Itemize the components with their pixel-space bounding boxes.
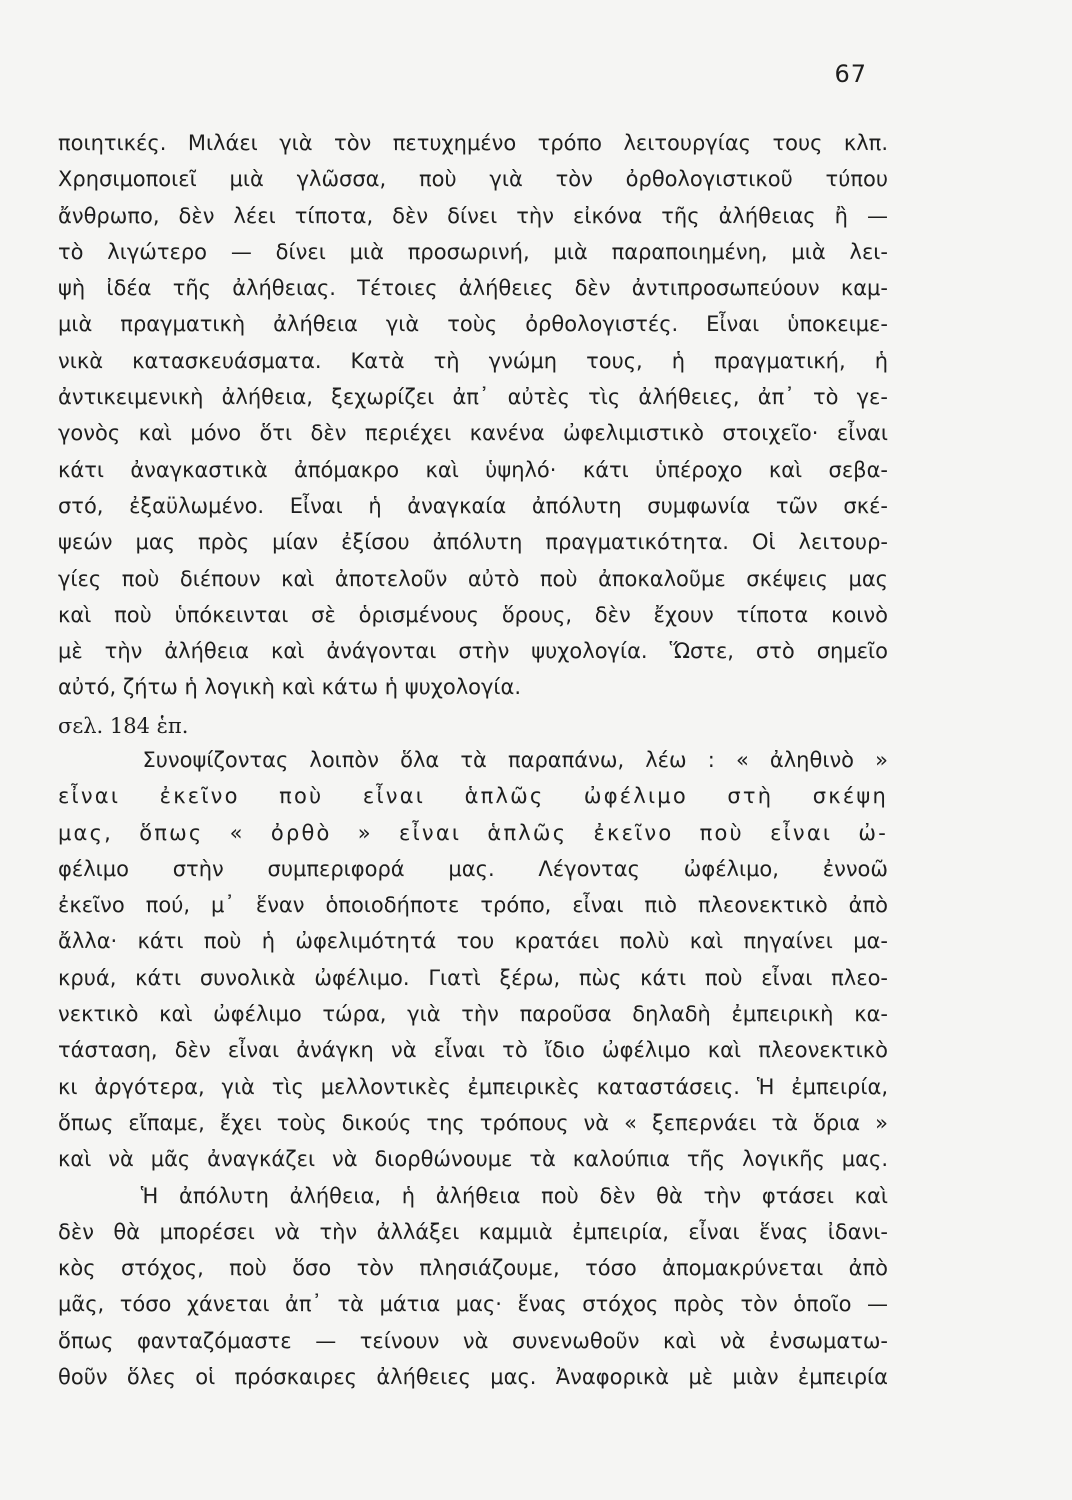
text-line: ποιητικές. Μιλάει γιὰ τὸν πετυχημένο τρόπο λειτουργίας τους κλπ. [58, 131, 888, 155]
text-line: στό, ἐξαϋλωμένο. Εἶναι ἡ ἀναγκαία ἀπόλυτη συμφωνία τῶν σκέ- [58, 493, 888, 518]
text-line: ὅπως φανταζόμαστε — τείνουν νὰ συνενωθοῦν καὶ νὰ ἐνσωματω- [58, 1328, 888, 1353]
text-line: γίες ποὺ διέπουν καὶ ἀποτελοῦν αὐτὸ ποὺ ἀποκαλοῦμε σκέψεις μας [58, 566, 888, 591]
text-line: ἀντικειμενικὴ ἀλήθεια, ξεχωρίζει ἀπ᾽ αὐτὲς τὶς ἀλήθειες, ἀπ᾽ τὸ γε- [58, 385, 888, 410]
text-line: ἄλλα· κάτι ποὺ ἡ ὠφελιμότητά του κρατάει πολὺ καὶ πηγαίνει μα- [58, 929, 888, 954]
text-line: δὲν θὰ μπορέσει νὰ τὴν ἀλλάξει καμμιὰ ἐμπειρία, εἶναι ἕνας ἰδανι- [58, 1219, 888, 1244]
text-line: κάτι ἀναγκαστικὰ ἀπόμακρο καὶ ὑψηλό· κάτι ὑπέροχο καὶ σεβα- [58, 457, 888, 482]
text-line: κρυά, κάτι συνολικὰ ὠφέλιμο. Γιατὶ ξέρω, πὼς κάτι ποὺ εἶναι πλεο- [58, 965, 888, 990]
text-line: νεκτικὸ καὶ ὠφέλιμο τώρα, γιὰ τὴν παροῦσα δηλαδὴ ἐμπειρικὴ κα- [58, 1002, 888, 1027]
text-line: ψεών μας πρὸς μίαν ἐξίσου ἀπόλυτη πραγματικότητα. Οἱ λειτουρ- [58, 530, 888, 555]
page-reference: σελ. 184 ἑπ. [58, 714, 189, 738]
text-line: κι ἀργότερα, γιὰ τὶς μελλοντικὲς ἐμπειρικὲς καταστάσεις. Ἡ ἐμπειρία, [58, 1074, 888, 1099]
text-line: κὸς στόχος, ποὺ ὅσο τὸν πλησιάζουμε, τόσο ἀπομακρύνεται ἀπὸ [58, 1256, 888, 1281]
text-line: μιὰ πραγματικὴ ἀλήθεια γιὰ τοὺς ὀρθολογιστές. Εἶναι ὑποκειμε- [58, 312, 888, 337]
text-line: τάσταση, δὲν εἶναι ἀνάγκη νὰ εἶναι τὸ ἴδιο ὠφέλιμο καὶ πλεονεκτικὸ [58, 1038, 888, 1063]
text-line: φέλιμο στὴν συμπεριφορά μας. Λέγοντας ὠφέλιμο, ἐννοῶ [58, 856, 888, 881]
text-line: τὸ λιγώτερο — δίνει μιὰ προσωρινή, μιὰ παραποιημένη, μιὰ λει- [58, 239, 888, 264]
text-line: καὶ νὰ μᾶς ἀναγκάζει νὰ διορθώνουμε τὰ καλούπια τῆς λογικῆς μας. [58, 1147, 888, 1172]
paragraph-main [58, 742, 888, 1395]
text-line: ὅπως εἴπαμε, ἔχει τοὺς δικούς της τρόπους νὰ « ξεπερνάει τὰ ὅρια » [58, 1110, 888, 1135]
text-line: ἐκεῖνο πού, μ᾽ ἕναν ὁποιοδήποτε τρόπο, εἶναι πιὸ πλεονεκτικὸ ἀπὸ [58, 893, 888, 918]
text-line: εἶναι ἐκεῖνο ποὺ εἶναι ἁπλῶς ὠφέλιμο στὴ σκέψη [58, 784, 888, 809]
text-line: αὐτό, ζήτω ἡ λογικὴ καὶ κάτω ἡ ψυχολογία. [58, 675, 522, 700]
text-line: μᾶς, τόσο χάνεται ἀπ᾽ τὰ μάτια μας· ἕνας στόχος πρὸς τὸν ὁποῖο — [58, 1292, 888, 1317]
text-line: Χρησιμοποιεῖ μιὰ γλῶσσα, ποὺ γιὰ τὸν ὀρθολογιστικοῦ τύπου [58, 167, 888, 192]
text-line: Ἡ ἀπόλυτη ἀλήθεια, ἡ ἀλήθεια ποὺ δὲν θὰ τὴν φτάσει καὶ [58, 1183, 888, 1208]
text-line: μὲ τὴν ἀλήθεια καὶ ἀνάγονται στὴν ψυχολογία. Ὥστε, στὸ σημεῖο [58, 639, 888, 664]
text-line: ψὴ ἰδέα τῆς ἀλήθειας. Τέτοιες ἀλήθειες δὲν ἀντιπροσωπεύουν καμ- [58, 276, 888, 301]
text-line: καὶ ποὺ ὑπόκεινται σὲ ὁρισμένους ὅρους, δὲν ἔχουν τίποτα κοινὸ [58, 602, 888, 627]
text-line: γονὸς καὶ μόνο ὅτι δὲν περιέχει κανένα ὠφελιμιστικὸ στοιχεῖο· εἶναι [58, 421, 888, 446]
text-line: μας, ὅπως « ὀρθὸ » εἶναι ἁπλῶς ἐκεῖνο ποὺ εἶναι ὠ- [58, 820, 888, 845]
paragraph-quotation [58, 125, 888, 706]
page-number: 67 [834, 60, 867, 88]
text-line: Συνοψίζοντας λοιπὸν ὅλα τὰ παραπάνω, λέω : « ἀληθινὸ » [58, 748, 888, 772]
text-line: νικὰ κατασκευάσματα. Κατὰ τὴ γνώμη τους, ἡ πραγματική, ἡ [58, 348, 888, 373]
text-line: θοῦν ὅλες οἱ πρόσκαιρες ἀλήθειες μας. Ἀναφορικὰ μὲ μιὰν ἐμπειρία [58, 1365, 888, 1390]
text-line: ἄνθρωπο, δὲν λέει τίποτα, δὲν δίνει τὴν εἰκόνα τῆς ἀλήθειας ἢ — [58, 203, 888, 228]
